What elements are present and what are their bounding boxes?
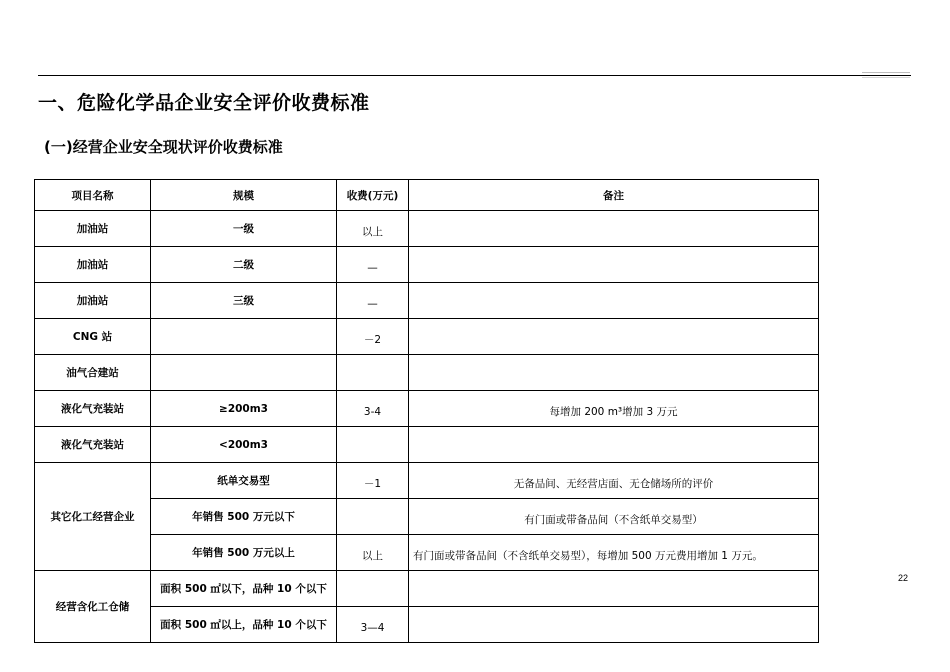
cell-scale: 年销售 500 万元以下 xyxy=(151,499,337,535)
fee-standard-table xyxy=(34,179,819,643)
header-scale: 规模 xyxy=(151,180,337,211)
cell-scale xyxy=(151,355,337,391)
table-row xyxy=(35,499,819,535)
sub-heading: (一)经营企业安全现状评价收费标准 xyxy=(44,138,283,156)
table-row xyxy=(35,463,819,499)
cell-scale: 面积 500 ㎡以下，品种 10 个以下 xyxy=(151,571,337,607)
cell-fee: 3-4 xyxy=(337,391,409,427)
cell-scale: 纸单交易型 xyxy=(151,463,337,499)
cell-fee: — xyxy=(337,283,409,319)
table-row xyxy=(35,571,819,607)
table-row xyxy=(35,211,819,247)
cell-remarks xyxy=(409,355,819,391)
table-row xyxy=(35,535,819,571)
table-row xyxy=(35,391,819,427)
cell-scale: 二级 xyxy=(151,247,337,283)
cell-remarks: 无备品间、无经营店面、无仓储场所的评价 xyxy=(409,463,819,499)
cell-remarks xyxy=(409,211,819,247)
cell-group-other-name: 其它化工经营企业 xyxy=(35,463,151,571)
main-heading: 一、危险化学品企业安全评价收费标准 xyxy=(38,92,370,114)
cell-project-name: 加油站 xyxy=(35,211,151,247)
cell-remarks xyxy=(409,571,819,607)
cell-group-storage-name: 经营含化工仓储 xyxy=(35,571,151,643)
cell-fee xyxy=(337,571,409,607)
table-row xyxy=(35,319,819,355)
cell-project-name: 液化气充装站 xyxy=(35,427,151,463)
table-row xyxy=(35,355,819,391)
cell-remarks xyxy=(409,283,819,319)
cell-scale: 三级 xyxy=(151,283,337,319)
header-rule xyxy=(38,75,911,76)
cell-scale: <200m3 xyxy=(151,427,337,463)
cell-scale: 一级 xyxy=(151,211,337,247)
header-project-name: 项目名称 xyxy=(35,180,151,211)
cell-scale: 面积 500 ㎡以上，品种 10 个以下 xyxy=(151,607,337,643)
table-row xyxy=(35,607,819,643)
cell-fee: －2 xyxy=(337,319,409,355)
cell-project-name: 加油站 xyxy=(35,247,151,283)
cell-project-name: CNG 站 xyxy=(35,319,151,355)
cell-scale: ≥200m3 xyxy=(151,391,337,427)
header-fee: 收费(万元) xyxy=(337,180,409,211)
cell-remarks: 每增加 200 m³增加 3 万元 xyxy=(409,391,819,427)
cell-remarks xyxy=(409,427,819,463)
cell-remarks xyxy=(409,319,819,355)
cell-scale xyxy=(151,319,337,355)
header-corner-mark xyxy=(862,72,910,73)
cell-project-name: 液化气充装站 xyxy=(35,391,151,427)
cell-remarks: 有门面或带备品间（不含纸单交易型） xyxy=(409,499,819,535)
table-header-row xyxy=(35,180,819,211)
cell-scale: 年销售 500 万元以上 xyxy=(151,535,337,571)
cell-fee: 以上 xyxy=(337,535,409,571)
cell-fee xyxy=(337,355,409,391)
cell-project-name: 油气合建站 xyxy=(35,355,151,391)
cell-project-name: 加油站 xyxy=(35,283,151,319)
cell-fee: 3—4 xyxy=(337,607,409,643)
page-number: 22 xyxy=(898,573,909,583)
table-row xyxy=(35,283,819,319)
cell-fee xyxy=(337,427,409,463)
table-row xyxy=(35,427,819,463)
cell-fee: — xyxy=(337,247,409,283)
table-row xyxy=(35,247,819,283)
cell-fee: －1 xyxy=(337,463,409,499)
cell-fee xyxy=(337,499,409,535)
cell-remarks xyxy=(409,247,819,283)
cell-remarks: 有门面或带备品间（不含纸单交易型），每增加 500 万元费用增加 1 万元。 xyxy=(409,535,819,571)
header-remarks: 备注 xyxy=(409,180,819,211)
header-corner-mark-2 xyxy=(862,77,910,78)
cell-fee: 以上 xyxy=(337,211,409,247)
cell-remarks xyxy=(409,607,819,643)
